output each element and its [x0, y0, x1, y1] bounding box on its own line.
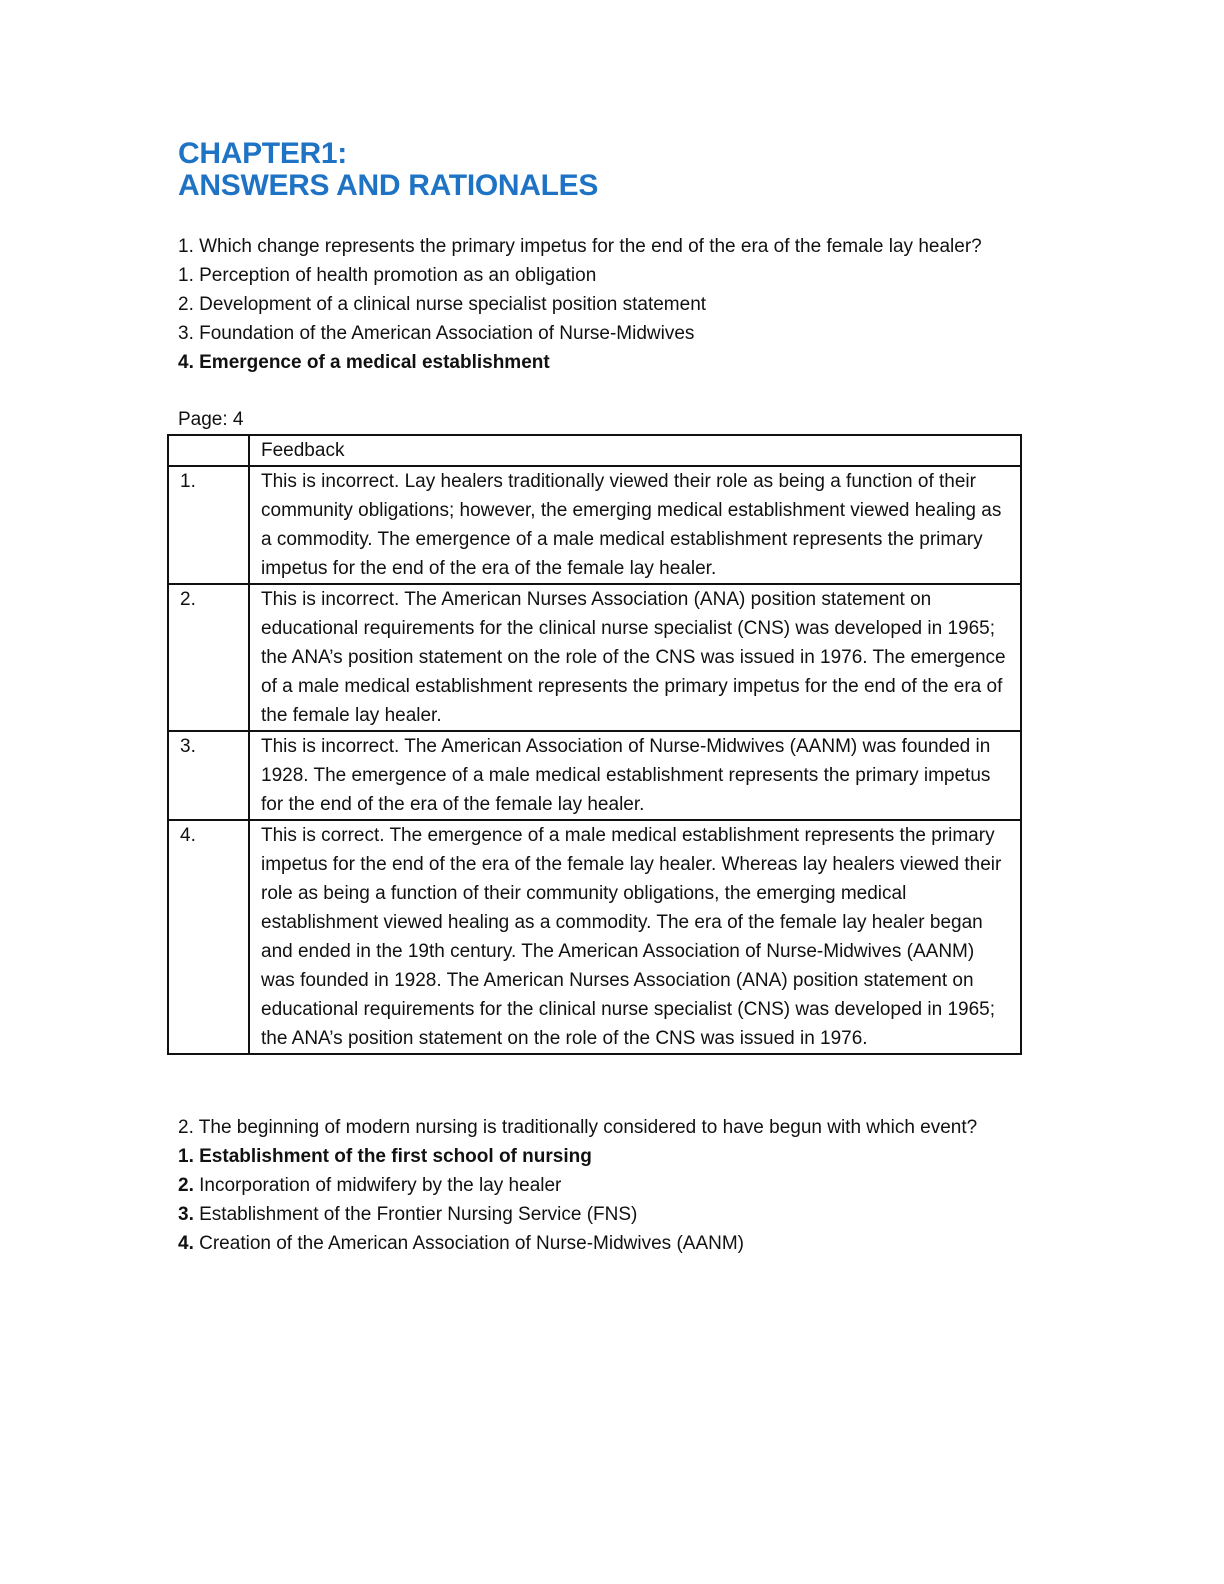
- table-row: [168, 466, 1021, 584]
- feedback-header-empty-cell: [168, 435, 249, 466]
- feedback-table: [167, 434, 1022, 1055]
- option-text: Incorporation of midwifery by the lay healer: [193, 1175, 562, 1196]
- question-1-stem: 1. Which change represents the primary impetus for the end of the era of the female lay healer?: [178, 236, 982, 257]
- question-2-stem: 2. The beginning of modern nursing is traditionally considered to have begun with which event?: [178, 1117, 978, 1138]
- feedback-row-number: 1.: [168, 466, 249, 584]
- document-page: [178, 138, 1028, 1258]
- option-text: Creation of the American Association of Nurse-Midwives (AANM): [193, 1233, 745, 1254]
- feedback-header-cell: Feedback: [249, 435, 1021, 466]
- question-1: [178, 232, 1028, 377]
- question-1-option-3: 3. Foundation of the American Association of Nurse-Midwives: [178, 323, 695, 344]
- feedback-row-text: This is incorrect. Lay healers traditionally viewed their role as being a function of their community obligations; however, the emerging medical establishment viewed healing as a commodity. The emergence of a male medical establishment represents the primary impetus for the end of the era of the female lay healer.: [249, 466, 1021, 584]
- feedback-row-number: 3.: [168, 731, 249, 820]
- option-number: 4.: [178, 1233, 194, 1254]
- page-reference: Page: 4: [178, 409, 244, 430]
- option-number: 1.: [178, 1146, 194, 1167]
- question-2: [178, 1113, 1028, 1258]
- chapter-title: [178, 138, 1028, 202]
- feedback-row-text: This is incorrect. The American Nurses Association (ANA) position statement on educational requirements for the clinical nurse specialist (CNS) was developed in 1965; the ANA’s position statement on the role of the CNS was issued in 1976. The emergence of a male medical establishment represents the primary impetus for the end of the era of the female lay healer.: [249, 584, 1021, 731]
- option-number: 3.: [178, 1204, 194, 1225]
- question-1-option-2: 2. Development of a clinical nurse specialist position statement: [178, 294, 707, 315]
- question-2-option-1-correct: [178, 1142, 1028, 1171]
- question-2-option-3: [178, 1200, 1028, 1229]
- table-row: [168, 584, 1021, 731]
- chapter-title-line1: CHAPTER1:: [178, 137, 347, 170]
- table-row: [168, 731, 1021, 820]
- question-1-option-4-correct: 4. Emergence of a medical establishment: [178, 352, 550, 373]
- feedback-table-header-row: [168, 435, 1021, 466]
- chapter-title-line2: ANSWERS AND RATIONALES: [178, 169, 599, 202]
- feedback-row-number: 4.: [168, 820, 249, 1054]
- feedback-row-text: This is correct. The emergence of a male medical establishment represents the primary impetus for the end of the era of the female lay healer. Whereas lay healers viewed their role as being a function of their community obligations, the emerging medical establishment viewed healing as a commodity. The era of the female lay healer began and ended in the 19th century. The American Association of Nurse-Midwives (AANM) was founded in 1928. The American Nurses Association (ANA) position statement on educational requirements for the clinical nurse specialist (CNS) was developed in 1965; the ANA’s position statement on the role of the CNS was issued in 1976.: [249, 820, 1021, 1054]
- question-2-option-2: [178, 1171, 1028, 1200]
- option-text: Establishment of the first school of nursing: [193, 1146, 592, 1167]
- table-row: [168, 820, 1021, 1054]
- feedback-row-number: 2.: [168, 584, 249, 731]
- question-1-option-1: 1. Perception of health promotion as an obligation: [178, 265, 597, 286]
- option-text: Establishment of the Frontier Nursing Service (FNS): [193, 1204, 638, 1225]
- option-number: 2.: [178, 1175, 194, 1196]
- question-2-option-4: [178, 1229, 1028, 1258]
- feedback-row-text: This is incorrect. The American Association of Nurse-Midwives (AANM) was founded in 1928. The emergence of a male medical establishment represents the primary impetus for the end of the era of the female lay healer.: [249, 731, 1021, 820]
